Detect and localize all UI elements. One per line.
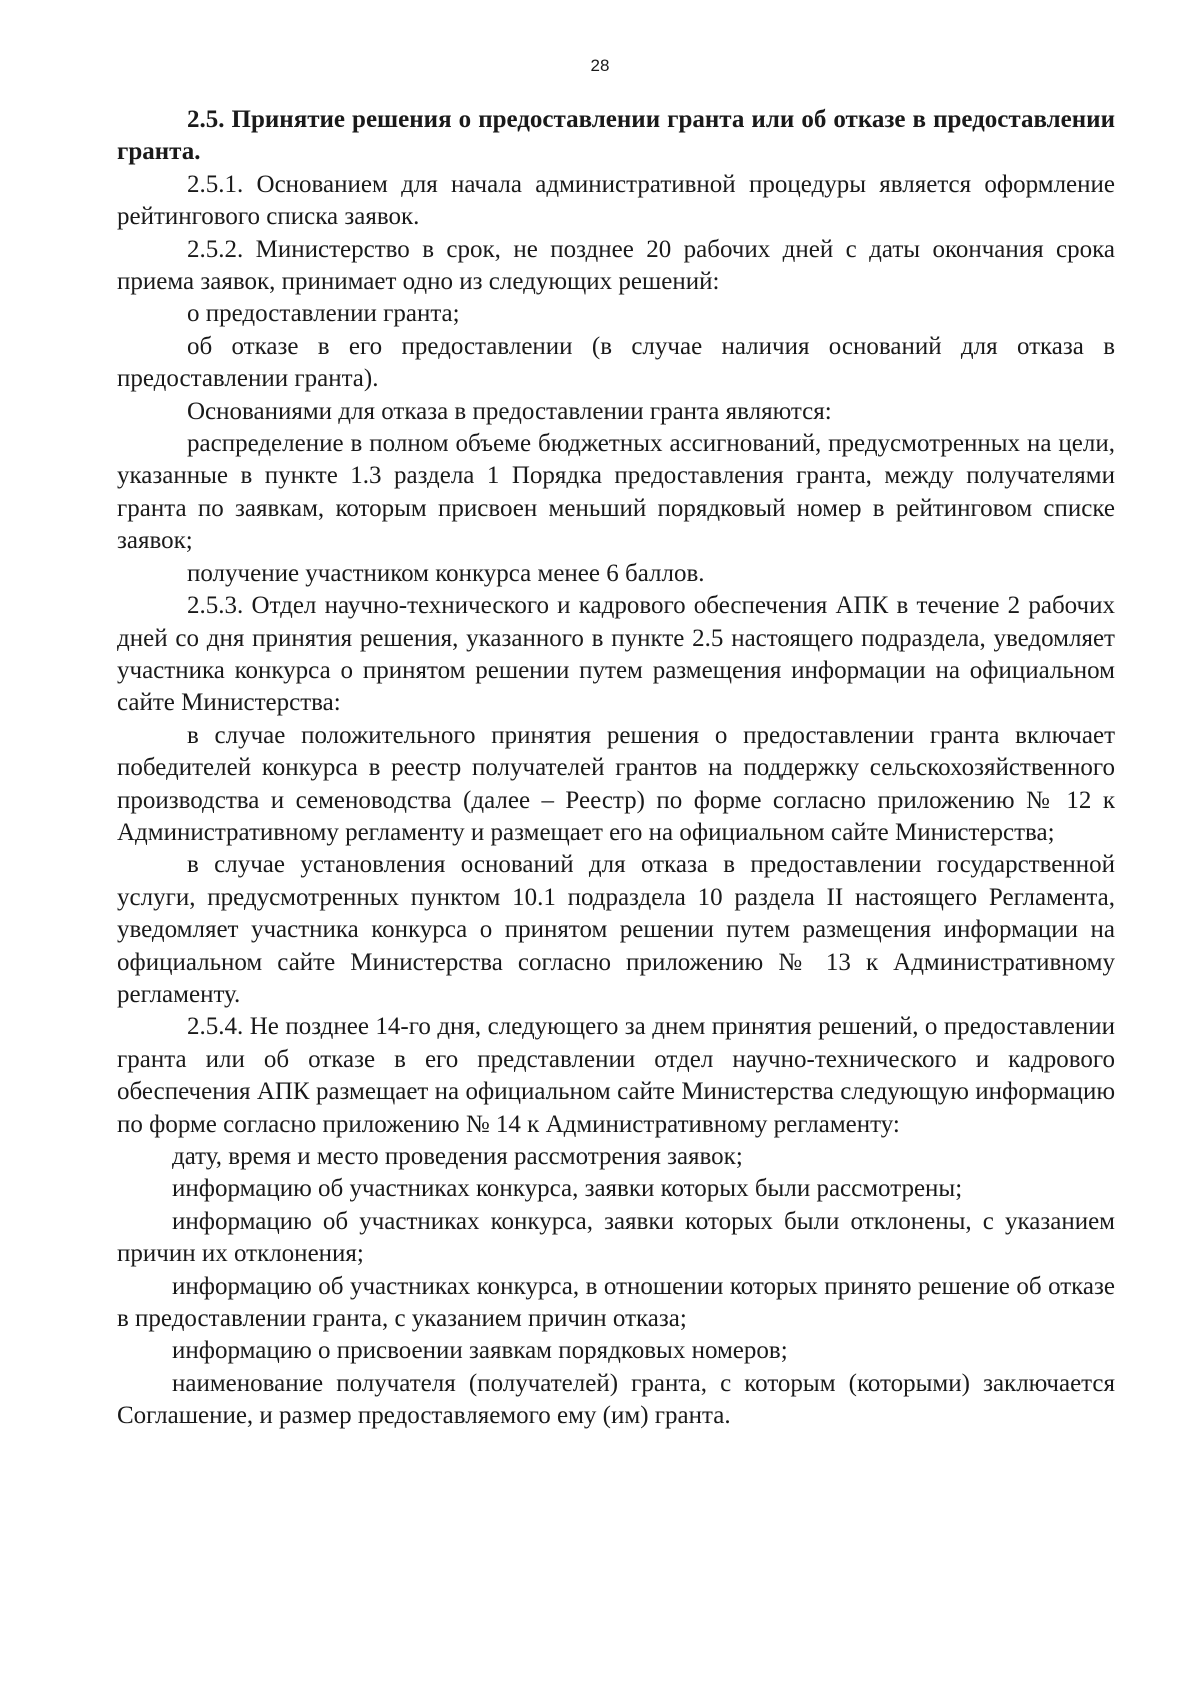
paragraph-2-5-2: 2.5.2. Министерство в срок, не позднее 20 рабочих дней с даты окончания срока приема заявок, принимает одно из следующих решений: [117,235,1115,296]
info-item-recipients: наименование получателя (получателей) гранта, с которым (которыми) заключается Соглашение, и размер предоставляемого ему (им) гранта. [117,1369,1115,1430]
refusal-ground-budget: распределение в полном объеме бюджетных ассигнований, предусмотренных на цели, указанные в пункте 1.3 раздела 1 Порядка предоставления гранта, между получателями гранта по заявкам, которым присвоен меньший порядковый номер в рейтинговом списке заявок; [117,430,1115,555]
positive-decision-case: в случае положительного принятия решения о предоставлении гранта включает победителей конкурса в реестр получателей грантов на поддержку сельскохозяйственного производства и семеноводства (далее – Реестр) по форме согласно приложению № 12 к Административному регламенту и размещает его на официальном сайте Министерства; [117,721,1115,846]
section-heading: 2.5. Принятие решения о предоставлении гранта или об отказе в предоставлении гранта. [117,106,1115,166]
refusal-grounds-intro: Основаниями для отказа в предоставлении гранта являются: [187,397,832,425]
paragraph-2-5-3: 2.5.3. Отдел научно-технического и кадрового обеспечения АПК в течение 2 рабочих дней со дня принятия решения, указанного в пункте 2.5 настоящего подраздела, уведомляет участника конкурса о принятом решении путем размещения информации на официальном сайте Министерства: [117,592,1115,717]
info-item-refused: информацию об участниках конкурса, в отношении которых принято решение об отказе в предоставлении гранта, с указанием причин отказа; [117,1272,1115,1333]
decision-option-grant: о предоставлении гранта; [187,300,460,328]
info-item-reviewed: информацию об участниках конкурса, заявки которых были рассмотрены; [172,1175,963,1203]
refusal-decision-case: в случае установления оснований для отказа в предоставлении государственной услуги, предусмотренных пунктом 10.1 подраздела 10 раздела II настоящего Регламента, уведомляет участника конкурса о принятом решении путем размещения информации на официальном сайте Министерства согласно приложению № 13 к Административному регламенту. [117,851,1115,1008]
page-number: 28 [590,56,610,75]
info-item-rejected: информацию об участниках конкурса, заявки которых были отклонены, с указанием причин их отклонения; [117,1207,1115,1268]
info-item-date: дату, время и место проведения рассмотрения заявок; [172,1143,743,1170]
paragraph-2-5-1: 2.5.1. Основанием для начала административной процедуры является оформление рейтингового списка заявок. [117,170,1115,231]
document-body [117,104,1115,1433]
decision-option-refusal: об отказе в его предоставлении (в случае наличия оснований для отказа в предоставлении гранта). [117,332,1115,393]
paragraph-2-5-4: 2.5.4. Не позднее 14-го дня, следующего за днем принятия решений, о предоставлении гранта или об отказе в его представлении отдел научно-технического и кадрового обеспечения АПК размещает на официальном сайте Министерства следующую информацию по форме согласно приложению № 14 к Административному регламенту: [117,1013,1115,1138]
info-item-numbers: информацию о присвоении заявкам порядковых номеров; [172,1337,788,1365]
refusal-ground-score: получение участником конкурса менее 6 баллов. [187,559,705,587]
